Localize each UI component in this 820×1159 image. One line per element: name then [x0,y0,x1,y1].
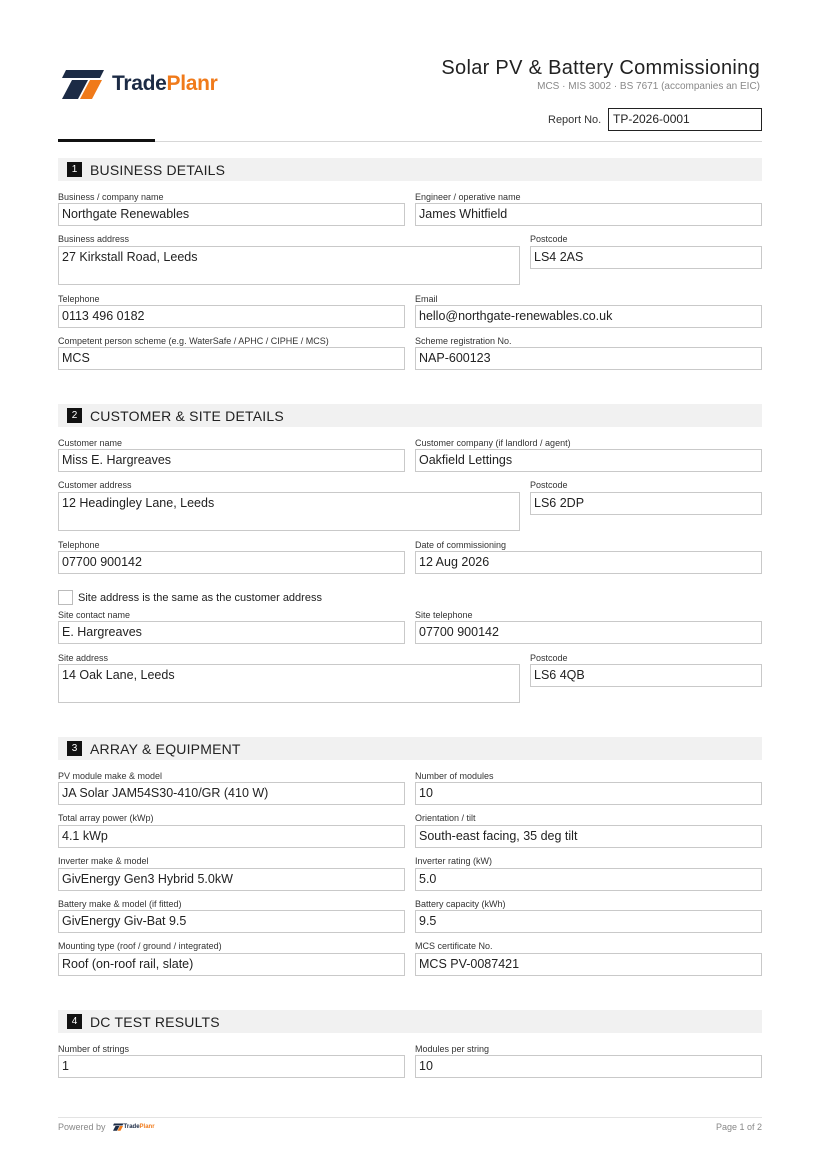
mounting-field[interactable]: Roof (on-roof rail, slate) [58,953,405,976]
module-label: PV module make & model [58,771,163,781]
customer-telephone-field[interactable]: 07700 900142 [58,551,405,574]
scheme-registration-label: Scheme registration No. [415,336,512,346]
customer-company-label: Customer company (if landlord / agent) [415,438,571,448]
scheme-label: Competent person scheme (e.g. WaterSafe / APHC / CIPHE / MCS) [58,336,329,346]
module-field[interactable]: JA Solar JAM54S30-410/GR (410 W) [58,782,405,805]
site-address-label: Site address [58,653,109,663]
customer-name-field[interactable]: Miss E. Hargreaves [58,449,405,472]
site-address-field[interactable]: 14 Oak Lane, Leeds [58,664,520,703]
business-postcode-field[interactable]: LS4 2AS [530,246,762,269]
brand-name: TradePlanr [112,72,218,95]
num-modules-field[interactable]: 10 [415,782,762,805]
inverter-label: Inverter make & model [58,856,149,866]
business-telephone-label: Telephone [58,294,100,304]
inverter-rating-label: Inverter rating (kW) [415,856,493,866]
commissioning-date-field[interactable]: 12 Aug 2026 [415,551,762,574]
mcs-certificate-label: MCS certificate No. [415,941,493,951]
document-title: Solar PV & Battery Commissioning [441,57,760,79]
header-divider-accent [58,139,155,142]
business-email-field[interactable]: hello@northgate-renewables.co.uk [415,305,762,328]
document-subtitle: MCS · MIS 3002 · BS 7671 (accompanies an EIC) [537,81,760,92]
section-title: BUSINESS DETAILS [90,161,226,178]
mounting-label: Mounting type (roof / ground / integrated) [58,941,222,951]
page-number: Page 1 of 2 [715,1122,762,1132]
section-title: ARRAY & EQUIPMENT [90,740,241,757]
battery-capacity-label: Battery capacity (kWh) [415,899,506,909]
orientation-field[interactable]: South-east facing, 35 deg tilt [415,825,762,848]
brand-logo [58,67,218,101]
engineer-name-label: Engineer / operative name [415,192,521,202]
num-strings-label: Number of strings [58,1044,130,1054]
header-divider [58,141,762,142]
inverter-rating-field[interactable]: 5.0 [415,868,762,891]
business-email-label: Email [415,294,438,304]
commissioning-date-label: Date of commissioning [415,540,507,550]
battery-field[interactable]: GivEnergy Giv-Bat 9.5 [58,910,405,933]
battery-label: Battery make & model (if fitted) [58,899,182,909]
tradeplanr-logo-icon [58,68,106,100]
business-address-label: Business address [58,234,130,244]
report-number-field[interactable]: TP-2026-0001 [608,108,762,131]
modules-per-string-field[interactable]: 10 [415,1055,762,1078]
array-power-label: Total array power (kWp) [58,813,154,823]
engineer-name-field[interactable]: James Whitfield [415,203,762,226]
section-number: 4 [67,1014,82,1029]
section-header-customer [58,404,762,427]
section-number: 3 [67,741,82,756]
customer-name-label: Customer name [58,438,123,448]
business-address-field[interactable]: 27 Kirkstall Road, Leeds [58,246,520,285]
site-postcode-field[interactable]: LS6 4QB [530,664,762,687]
array-power-field[interactable]: 4.1 kWp [58,825,405,848]
section-number: 1 [67,162,82,177]
customer-address-label: Customer address [58,480,132,490]
scheme-field[interactable]: MCS [58,347,405,370]
site-telephone-field[interactable]: 07700 900142 [415,621,762,644]
business-telephone-field[interactable]: 0113 496 0182 [58,305,405,328]
customer-address-field[interactable]: 12 Headingley Lane, Leeds [58,492,520,531]
section-number: 2 [67,408,82,423]
site-contact-field[interactable]: E. Hargreaves [58,621,405,644]
footer-brand-logo: Trade Planr [112,1123,155,1131]
powered-by-text: Powered by [58,1122,106,1132]
modules-per-string-label: Modules per string [415,1044,490,1054]
business-postcode-label: Postcode [530,234,568,244]
report-number-label: Report No. [548,114,602,126]
customer-company-field[interactable]: Oakfield Lettings [415,449,762,472]
site-telephone-label: Site telephone [415,610,473,620]
customer-telephone-label: Telephone [58,540,100,550]
battery-capacity-field[interactable]: 9.5 [415,910,762,933]
site-contact-label: Site contact name [58,610,131,620]
footer-divider [58,1117,762,1118]
footer-powered-by [58,1122,155,1132]
num-modules-label: Number of modules [415,771,494,781]
same-address-checkbox[interactable] [58,590,73,605]
orientation-label: Orientation / tilt [415,813,476,823]
section-header-business [58,158,762,181]
inverter-field[interactable]: GivEnergy Gen3 Hybrid 5.0kW [58,868,405,891]
section-header-array [58,737,762,760]
customer-postcode-label: Postcode [530,480,568,490]
num-strings-field[interactable]: 1 [58,1055,405,1078]
business-name-label: Business / company name [58,192,164,202]
section-header-dc-tests [58,1010,762,1033]
section-title: CUSTOMER & SITE DETAILS [90,407,284,424]
business-name-field[interactable]: Northgate Renewables [58,203,405,226]
mcs-certificate-field[interactable]: MCS PV-0087421 [415,953,762,976]
customer-postcode-field[interactable]: LS6 2DP [530,492,762,515]
tradeplanr-logo-icon [112,1123,124,1131]
scheme-registration-field[interactable]: NAP-600123 [415,347,762,370]
same-address-label: Site address is the same as the customer address [78,592,322,604]
site-postcode-label: Postcode [530,653,568,663]
section-title: DC TEST RESULTS [90,1013,220,1030]
